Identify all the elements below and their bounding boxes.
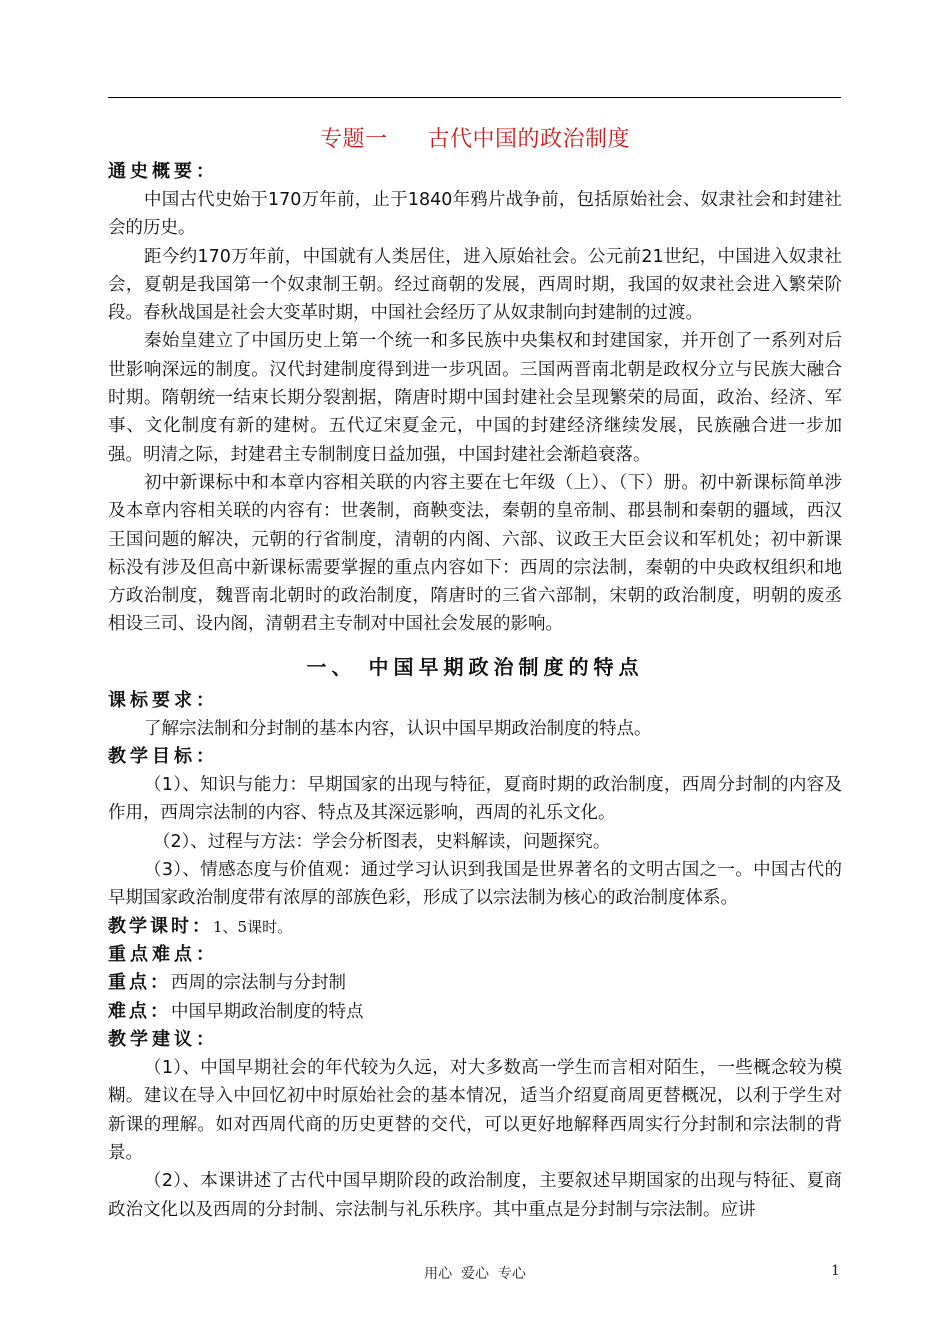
key-point-row <box>108 969 842 998</box>
overview-paragraph-4: 初中新课标中和本章内容相关联的内容主要在七年级（上）、（下）册。初中新课标简单涉及本章内容相关联的内容有：世袭制，商鞅变法，秦朝的皇帝制、郡县制和秦朝的疆域，西汉王国问题的解决，元朝的行省制度，清朝的内阁、六部、议政王大臣会议和军机处；初中新课标没有涉及但高中新课标需要掌握的重点内容如下：西周的宗法制，秦朝的中央政权组织和地方政治制度，魏晋南北朝时的政治制度，隋唐时的三省六部制，宋朝的政治制度，明朝的废丞相设三司、设内阁，清朝君主专制对中国社会发展的影响。 <box>108 472 842 635</box>
difficult-point-value: 中国早期政治制度的特点 <box>171 1001 364 1022</box>
curriculum-text: 了解宗法制和分封制的基本内容，认识中国早期政治制度的特点。 <box>144 718 652 739</box>
curriculum-label: 课标要求： <box>108 689 218 711</box>
objectives-label: 教学目标： <box>108 746 218 768</box>
page-number: 1 <box>831 1263 840 1279</box>
header-rule <box>108 97 841 98</box>
objective-item-3: （3）、情感态度与价值观：通过学习认识到我国是世界著名的文明古国之一。中国古代的早期国家政治制度带有浓厚的部族色彩，形成了以宗法制为核心的政治制度体系。 <box>108 859 842 909</box>
objective-item-1: （1）、知识与能力：早期国家的出现与特征，夏商时期的政治制度，西周分封制的内容及作用，西周宗法制的内容、特点及其深远影响，西周的礼乐文化。 <box>108 775 842 824</box>
overview-paragraph-2: 距今约170万年前，中国就有人类居住，进入原始社会。公元前21世纪，中国进入奴隶社会，夏朝是我国第一个奴隶制王朝。经过商朝的发展，西周时期，我国的奴隶社会进入繁荣阶段。春秋战国是社会大变革时期，中国社会经历了从奴隶制向封建制的过渡。 <box>108 246 842 324</box>
section-heading: 一、 中国早期政治制度的特点 <box>306 654 644 679</box>
overview-paragraph-1: 中国古代史始于170万年前，止于1840年鸦片战争前，包括原始社会、奴隶社会和封建社会的历史。 <box>108 190 842 239</box>
objective-item-2: （2）、过程与方法：学会分析图表，史料解读，问题探究。 <box>153 831 611 852</box>
suggestions-label: 教学建议： <box>108 1029 218 1051</box>
footer-motto: 用心 爱心 专心 <box>424 1266 526 1282</box>
suggestion-item-1: （1）、中国早期社会的年代较为久远，对大多数高一学生而言相对陌生，一些概念较为模糊。建议在导入中回忆初中时原始社会的基本情况，适当介绍夏商周更替概况，以利于学生对新课的理解。如对西周代商的历史更替的交代，可以更好地解释西周实行分封制和宗法制的背景。 <box>108 1058 842 1163</box>
suggestion-item-2: （2）、本课讲述了古代中国早期阶段的政治制度，主要叙述早期国家的出现与特征、夏商政治文化以及西周的分封制、宗法制与礼乐秩序。其中重点是分封制与宗法制。应讲 <box>108 1171 842 1220</box>
document-body <box>108 124 842 1224</box>
document-title <box>108 124 842 158</box>
hours-row <box>108 913 842 942</box>
key-point-label: 重点： <box>108 972 171 994</box>
difficult-point-label: 难点： <box>108 1000 171 1022</box>
hours-label: 教学课时： <box>108 915 213 937</box>
title-part-1: 专题一 <box>319 127 388 152</box>
key-point-value: 西周的宗法制与分封制 <box>171 973 346 994</box>
overview-paragraph-3: 秦始皇建立了中国历史上第一个统一和多民族中央集权和封建国家，并开创了一系列对后世影响深远的制度。汉代封建制度得到进一步巩固。三国两晋南北朝是政权分立与民族大融合时期。隋朝统一结束长期分裂割据，隋唐时期中国封建社会呈现繁荣的局面，政治、经济、军事、文化制度有新的建树。五代辽宋夏金元，中国的封建经济继续发展，民族融合进一步加强。明清之际，封建君主专制制度日益加强，中国封建社会渐趋衰落。 <box>108 331 842 465</box>
overview-label: 通史概要： <box>108 161 218 182</box>
title-part-2: 古代中国的政治制度 <box>427 127 631 152</box>
key-difficult-label: 重点难点： <box>108 944 218 966</box>
difficult-point-row <box>108 998 842 1027</box>
hours-value: 1、5课时。 <box>213 917 293 936</box>
